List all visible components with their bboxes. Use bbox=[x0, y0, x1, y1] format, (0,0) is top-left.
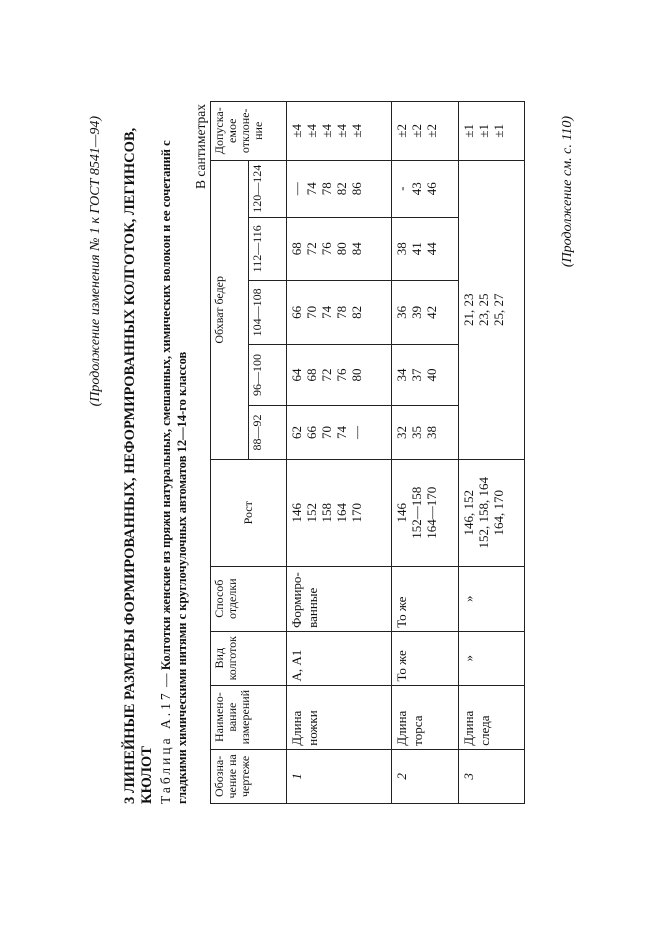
measure-value: 74 bbox=[318, 305, 334, 319]
tolerance-value: ±4 bbox=[288, 123, 304, 138]
measure-value: 70 bbox=[303, 305, 319, 319]
tolerance-value: ±1 bbox=[490, 123, 506, 138]
table-row bbox=[286, 102, 392, 804]
tolerance-value: ±4 bbox=[348, 123, 364, 138]
measure-value: 66 bbox=[303, 425, 319, 439]
measure-value: 42 bbox=[424, 305, 440, 319]
table-caption-title: Колготки женские из пряжи натуральных, смешанных, химических волокон и ее сочетаний с гладкими химическими нитями с круглочулочных автоматов 12—14-го классов bbox=[159, 140, 189, 804]
measure-value: 40 bbox=[424, 368, 440, 382]
measure-value: 62 bbox=[288, 425, 304, 439]
continuation-note-top: (Продолжение изменения № 1 к ГОСТ 8541—94) bbox=[88, 116, 103, 407]
measure-value: 44 bbox=[424, 242, 440, 256]
header-hip-size: 104—108 bbox=[248, 280, 286, 345]
measure-value: 36 bbox=[394, 305, 410, 319]
measure-value: 39 bbox=[409, 305, 425, 319]
measure-value: 86 bbox=[348, 182, 364, 196]
table-row bbox=[458, 102, 524, 804]
measure-value: 23, 25 bbox=[475, 293, 491, 327]
units-note: В сантиметрах bbox=[193, 104, 208, 189]
measure-value: 84 bbox=[348, 242, 364, 256]
size-table bbox=[210, 101, 525, 804]
measure-value: 66 bbox=[288, 305, 304, 319]
tolerance-value: ±2 bbox=[409, 123, 425, 138]
row-type: А, А1 bbox=[286, 631, 392, 685]
tolerance-value: ±1 bbox=[460, 123, 476, 138]
header-finish: Способ отделки bbox=[211, 566, 287, 631]
measure-value: 35 bbox=[409, 425, 425, 439]
row-type: » bbox=[458, 631, 524, 685]
measure-value: 68 bbox=[303, 368, 319, 382]
hip-column bbox=[286, 405, 392, 459]
measure-value: 74 bbox=[333, 425, 349, 439]
height-value: 164—170 bbox=[424, 486, 440, 539]
row-type: То же bbox=[392, 631, 458, 685]
measure-value: 25, 27 bbox=[490, 293, 506, 327]
measure-value: 68 bbox=[288, 242, 304, 256]
header-designation: Обозна-чение на чертеже bbox=[211, 749, 287, 803]
measure-value: 34 bbox=[394, 368, 410, 382]
row-finish: » bbox=[458, 566, 524, 631]
row-heights bbox=[458, 460, 524, 566]
row-finish: То же bbox=[392, 566, 458, 631]
measure-value: 76 bbox=[318, 242, 334, 256]
hip-column bbox=[392, 280, 458, 345]
tolerance-value: ±4 bbox=[318, 123, 334, 138]
measure-value: 82 bbox=[333, 182, 349, 196]
header-name: Наимено-вание измерений bbox=[211, 685, 287, 749]
measure-value: 70 bbox=[318, 425, 334, 439]
merged-hip-values bbox=[458, 160, 524, 460]
height-value: 152, 158, 164 bbox=[475, 477, 491, 549]
tolerance-value: ±4 bbox=[333, 123, 349, 138]
row-heights bbox=[392, 460, 458, 566]
height-value: 146, 152 bbox=[460, 490, 476, 536]
measure-value: 46 bbox=[424, 182, 440, 196]
table-caption bbox=[158, 104, 190, 804]
header-hip: Обхват бедер bbox=[211, 160, 249, 460]
tolerance-column bbox=[286, 102, 392, 161]
hip-column bbox=[392, 405, 458, 459]
header-type: Вид колготок bbox=[211, 631, 287, 685]
tolerance-column bbox=[392, 102, 458, 161]
row-name: Длина ножки bbox=[286, 685, 392, 749]
measure-value: — bbox=[288, 182, 304, 196]
table-caption-dash: — bbox=[158, 670, 173, 691]
measure-value: - bbox=[394, 186, 410, 191]
height-value: 146 bbox=[394, 503, 410, 523]
tolerance-value: ±2 bbox=[424, 123, 440, 138]
measure-value: 38 bbox=[394, 242, 410, 256]
tolerance-column bbox=[458, 102, 524, 161]
hip-column bbox=[392, 160, 458, 217]
table-row bbox=[392, 102, 458, 804]
measure-value: 43 bbox=[409, 182, 425, 196]
measure-value: — bbox=[348, 425, 364, 439]
height-value: 170 bbox=[348, 503, 364, 523]
row-designation: 1 bbox=[286, 749, 392, 803]
header-hip-size: 112—116 bbox=[248, 217, 286, 280]
row-name: Длина торса bbox=[392, 685, 458, 749]
measure-value: 78 bbox=[333, 305, 349, 319]
hip-column bbox=[286, 345, 392, 406]
hip-column bbox=[392, 217, 458, 280]
table-header-row bbox=[211, 102, 249, 804]
row-finish: Формиро-ванные bbox=[286, 566, 392, 631]
measure-value: 37 bbox=[409, 368, 425, 382]
row-name: Длина следа bbox=[458, 685, 524, 749]
header-hip-size: 88—92 bbox=[248, 405, 286, 459]
tolerance-value: ±1 bbox=[475, 123, 491, 138]
measure-value: 72 bbox=[303, 242, 319, 256]
height-value: 152—158 bbox=[409, 486, 425, 539]
hip-column bbox=[286, 217, 392, 280]
row-designation: 3 bbox=[458, 749, 524, 803]
tolerance-value: ±2 bbox=[394, 123, 410, 138]
height-value: 164 bbox=[333, 503, 349, 523]
height-value: 146 bbox=[288, 503, 304, 523]
measure-value: 21, 23 bbox=[460, 293, 476, 327]
section-heading: 3 ЛИНЕЙНЫЕ РАЗМЕРЫ ФОРМИРОВАННЫХ, НЕФОРМИРОВАННЫХ КОЛГОТОК, ЛЕГИНСОВ, КЮЛОТ bbox=[122, 127, 155, 804]
row-heights bbox=[286, 460, 392, 566]
header-hip-size: 120—124 bbox=[248, 160, 286, 217]
measure-value: 76 bbox=[333, 368, 349, 382]
height-value: 158 bbox=[318, 503, 334, 523]
header-hip-size: 96—100 bbox=[248, 345, 286, 406]
hip-column bbox=[286, 280, 392, 345]
measure-value: 82 bbox=[348, 305, 364, 319]
height-value: 164, 170 bbox=[490, 490, 506, 536]
measure-value: 38 bbox=[424, 425, 440, 439]
measure-value: 80 bbox=[348, 368, 364, 382]
header-height: Рост bbox=[211, 460, 287, 566]
measure-value: 74 bbox=[303, 182, 319, 196]
measure-value: 32 bbox=[394, 425, 410, 439]
continuation-note-bottom: (Продолжение см. с. 110) bbox=[560, 116, 575, 268]
header-tolerance: Допуска-емое отклоне-ние bbox=[211, 102, 287, 161]
measure-value: 80 bbox=[333, 242, 349, 256]
row-designation: 2 bbox=[392, 749, 458, 803]
hip-column bbox=[286, 160, 392, 217]
measure-value: 72 bbox=[318, 368, 334, 382]
hip-column bbox=[392, 345, 458, 406]
measure-value: 78 bbox=[318, 182, 334, 196]
measure-value: 41 bbox=[409, 242, 425, 256]
height-value: 152 bbox=[303, 503, 319, 523]
measure-value: 64 bbox=[288, 368, 304, 382]
tolerance-value: ±4 bbox=[303, 123, 319, 138]
table-caption-label: Таблица А.17 bbox=[158, 690, 173, 804]
